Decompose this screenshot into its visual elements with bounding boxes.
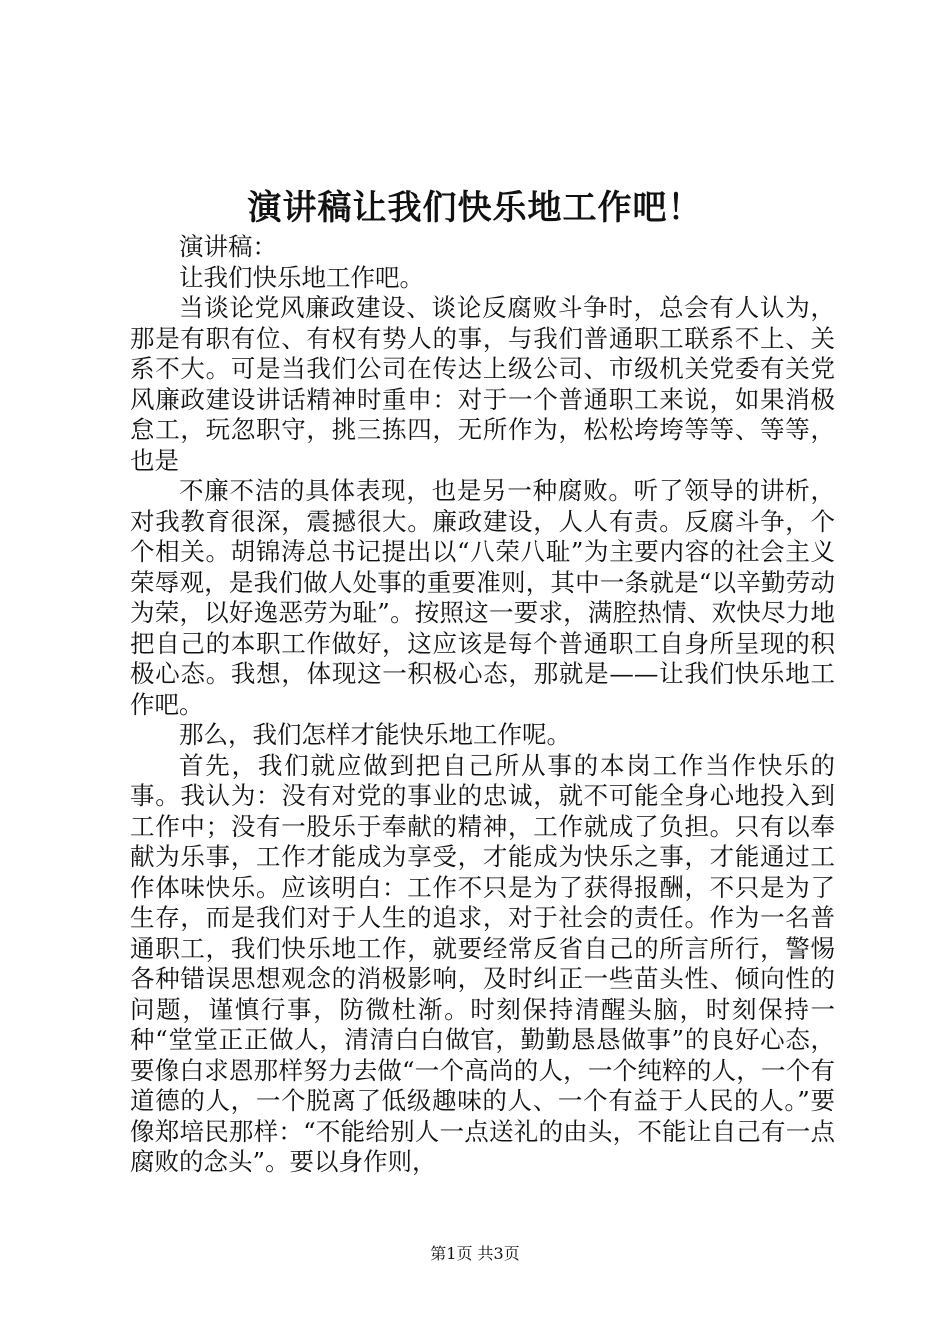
paragraph-4: 首先，我们就应做到把自己所从事的本岗工作当作快乐的事。我认为：没有对党的事业的忠诚，就不可能全身心地投入到工作中；没有一股乐于奉献的精神，工作就成了负担。只有以奉献为乐事，工作才能成为享受，才能成为快乐之事，才能通过工作体味快乐。应该明白：工作不只是为了获得报酬，不只是为了生存，而是我们对于人生的追求，对于社会的责任。作为一名普通职工，我们快乐地工作，就要经常反省自己的所言所行，警惕各种错误思想观念的消极影响，及时纠正一些苗头性、倾向性的问题，谨慎行事，防微杜渐。时刻保持清醒头脑，时刻保持一种“堂堂正正做人，清清白白做官，勤勤恳恳做事”的良好心态，要像白求恩那样努力去做“一个高尚的人，一个纯粹的人，一个有道德的人，一个脱离了低级趣味的人、一个有益于人民的人。”要像郑培民那样：“不能给别人一点送礼的由头，不能让自己有一点腐败的念头”。要以身作则， bbox=[130, 750, 835, 1176]
document-title: 演讲稿让我们快乐地工作吧！ bbox=[247, 188, 703, 228]
paragraph-salutation: 演讲稿： bbox=[179, 232, 277, 261]
paragraph-3: 那么，我们怎样才能快乐地工作呢。 bbox=[179, 720, 571, 749]
paragraph-1: 当谈论党风廉政建设、谈论反腐败斗争时，总会有人认为，那是有职有位、有权有势人的事，与我们普通职工联系不上、关系不大。可是当我们公司在传达上级公司、市级机关党委有关党风廉政建设讲话精神时重申：对于一个普通职工来说，如果消极怠工，玩忽职守，挑三拣四，无所作为，松松垮垮等等、等等，也是 bbox=[130, 293, 835, 475]
page-number: 第1页 共3页 bbox=[430, 1244, 520, 1263]
paragraph-subtitle: 让我们快乐地工作吧。 bbox=[179, 262, 424, 292]
paragraph-2: 不廉不洁的具体表现，也是另一种腐败。听了领导的讲析，对我教育很深，震撼很大。廉政建设，人人有责。反腐斗争，个个相关。胡锦涛总书记提出以“八荣八耻”为主要内容的社会主义荣辱观，是我们做人处事的重要准则，其中一条就是“以辛勤劳动为荣，以好逸恶劳为耻”。按照这一要求，满腔热情、欢快尽力地把自己的本职工作做好，这应该是每个普通职工自身所呈现的积极心态。我想，体现这一积极心态，那就是——让我们快乐地工作吧。 bbox=[130, 476, 835, 719]
document-body bbox=[130, 232, 835, 1178]
